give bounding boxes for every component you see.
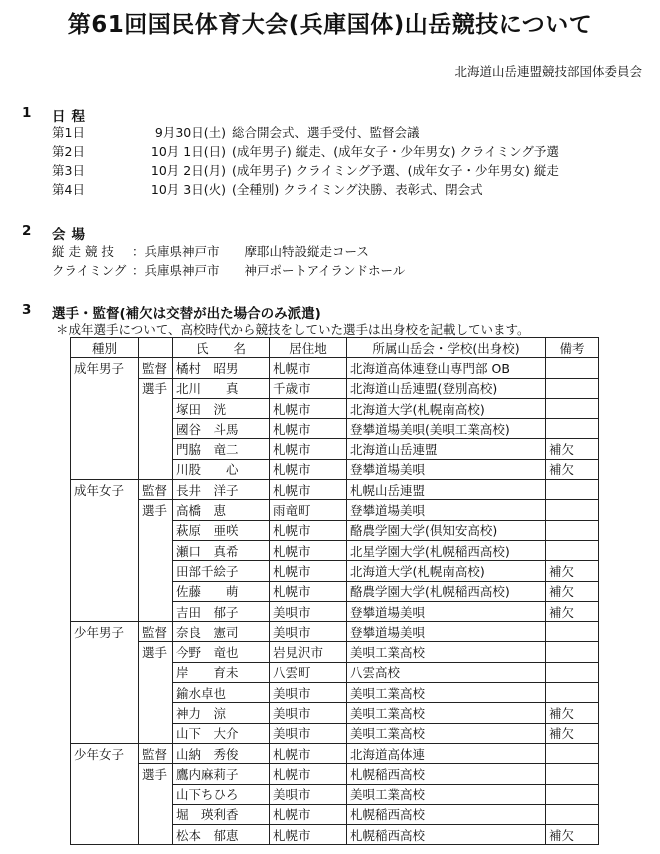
table-row [71, 480, 599, 500]
schedule-date: 10月 3日(火) [150, 182, 226, 197]
cell-name: 萩原 亜咲 [173, 520, 270, 540]
table-row [71, 439, 599, 459]
cell-note [546, 683, 599, 703]
cell-note [546, 743, 599, 763]
cell-org: 札幌稲西高校 [347, 825, 546, 845]
cell-org: 北海道大学(札幌南高校) [347, 561, 546, 581]
cell-type: 少年女子 [71, 743, 139, 763]
cell-note [546, 764, 599, 784]
players-note: ＊成年選手について、高校時代から競技をしていた選手は出身校を記載しています。 [56, 322, 530, 337]
cell-city: 札幌市 [270, 825, 347, 845]
cell-city: 美唄市 [270, 703, 347, 723]
cell-city: 八雲町 [270, 662, 347, 682]
cell-type [71, 764, 139, 784]
table-row [71, 804, 599, 824]
cell-note [546, 480, 599, 500]
venue-site: 摩耶山特設縦走コース [244, 244, 369, 259]
cell-name: 奈良 憲司 [173, 622, 270, 642]
cell-city: 札幌市 [270, 561, 347, 581]
cell-note [546, 540, 599, 560]
cell-org: 登攀道場美唄(美唄工業高校) [347, 419, 546, 439]
cell-type [71, 703, 139, 723]
cell-org: 札幌山岳連盟 [347, 480, 546, 500]
header-type: 種別 [71, 338, 139, 358]
section-number: 2 [22, 223, 32, 239]
cell-role [139, 723, 173, 743]
section-heading: 日程 [52, 109, 91, 125]
organization-name: 北海道山岳連盟競技部国体委員会 [454, 64, 642, 79]
cell-org: 北海道大学(札幌南高校) [347, 398, 546, 418]
table-row [71, 581, 599, 601]
cell-role [139, 825, 173, 845]
cell-city: 札幌市 [270, 520, 347, 540]
header-city: 居住地 [270, 338, 347, 358]
section-number: 3 [22, 302, 32, 318]
table-row [71, 683, 599, 703]
schedule-content: (全種別) クライミング決勝、表彰式、閉会式 [232, 182, 483, 197]
cell-role [139, 703, 173, 723]
cell-note: 補欠 [546, 703, 599, 723]
cell-type [71, 419, 139, 439]
cell-city: 美唄市 [270, 683, 347, 703]
cell-name: 門脇 竜二 [173, 439, 270, 459]
cell-note [546, 520, 599, 540]
cell-role [139, 439, 173, 459]
cell-org: 酪農学園大学(札幌稲西高校) [347, 581, 546, 601]
venue-place: 兵庫県神戸市 [144, 244, 220, 259]
cell-city: 札幌市 [270, 743, 347, 763]
cell-city: 札幌市 [270, 480, 347, 500]
venue-separator: ： [132, 263, 145, 278]
cell-org: 登攀道場美唄 [347, 622, 546, 642]
cell-type [71, 825, 139, 845]
cell-note [546, 662, 599, 682]
cell-role [139, 520, 173, 540]
table-row [71, 764, 599, 784]
cell-type [71, 784, 139, 804]
cell-org: 八雲高校 [347, 662, 546, 682]
cell-note: 補欠 [546, 459, 599, 479]
header-note: 備考 [546, 338, 599, 358]
table-row [71, 784, 599, 804]
cell-note [546, 784, 599, 804]
cell-type: 成年男子 [71, 358, 139, 378]
table-row [71, 520, 599, 540]
schedule-day: 第1日 [52, 125, 85, 140]
cell-org: 北海道山岳連盟 [347, 439, 546, 459]
cell-note: 補欠 [546, 825, 599, 845]
cell-note [546, 642, 599, 662]
cell-name: 田部千絵子 [173, 561, 270, 581]
venue-line [52, 242, 369, 260]
table-row [71, 703, 599, 723]
roster-table [70, 337, 599, 845]
venue-event: クライミング [52, 263, 127, 278]
cell-type: 成年女子 [71, 480, 139, 500]
cell-name: 神力 涼 [173, 703, 270, 723]
venue-site: 神戸ポートアイランドホール [244, 263, 406, 278]
cell-name: 今野 竜也 [173, 642, 270, 662]
schedule-content: (成年男子) クライミング予選、(成年女子・少年男女) 縦走 [232, 163, 559, 178]
cell-org: 登攀道場美唄 [347, 601, 546, 621]
cell-org: 札幌稲西高校 [347, 764, 546, 784]
cell-city: 札幌市 [270, 459, 347, 479]
cell-type [71, 561, 139, 581]
cell-note [546, 500, 599, 520]
cell-org: 美唄工業高校 [347, 683, 546, 703]
schedule-date: 10月 2日(月) [150, 163, 226, 178]
cell-role: 監督 [139, 358, 173, 378]
table-row [71, 398, 599, 418]
cell-name: 佐藤 萌 [173, 581, 270, 601]
cell-city: 千歳市 [270, 378, 347, 398]
cell-city: 美唄市 [270, 622, 347, 642]
cell-name: 瀬口 真希 [173, 540, 270, 560]
cell-role [139, 804, 173, 824]
cell-name: 岸 育未 [173, 662, 270, 682]
schedule-day: 第2日 [52, 144, 85, 159]
schedule-line [52, 161, 559, 179]
cell-city: 雨竜町 [270, 500, 347, 520]
cell-city: 札幌市 [270, 358, 347, 378]
cell-city: 札幌市 [270, 764, 347, 784]
cell-name: 山下 大介 [173, 723, 270, 743]
schedule-content: 総合開会式、選手受付、監督会議 [232, 125, 420, 140]
cell-type [71, 500, 139, 520]
cell-org: 美唄工業高校 [347, 703, 546, 723]
cell-type: 少年男子 [71, 622, 139, 642]
cell-role [139, 398, 173, 418]
venue-separator: ： [132, 244, 145, 259]
cell-type [71, 683, 139, 703]
cell-city: 美唄市 [270, 601, 347, 621]
cell-org: 酪農学園大学(倶知安高校) [347, 520, 546, 540]
cell-type [71, 804, 139, 824]
cell-org: 北海道高体連 [347, 743, 546, 763]
cell-name: 鍮水卓也 [173, 683, 270, 703]
cell-note: 補欠 [546, 601, 599, 621]
cell-role [139, 459, 173, 479]
cell-org: 北海道山岳連盟(登別高校) [347, 378, 546, 398]
cell-type [71, 581, 139, 601]
cell-note [546, 804, 599, 824]
schedule-date: 10月 1日(日) [150, 144, 226, 159]
cell-role: 選手 [139, 500, 173, 520]
table-row [71, 459, 599, 479]
cell-name: 北川 真 [173, 378, 270, 398]
cell-note: 補欠 [546, 723, 599, 743]
schedule-date: 9月30日(土) [154, 125, 226, 140]
table-row [71, 419, 599, 439]
venue-event: 縦 走 競 技 [52, 244, 114, 259]
cell-note: 補欠 [546, 439, 599, 459]
section-number: 1 [22, 105, 32, 121]
cell-note [546, 419, 599, 439]
cell-type [71, 723, 139, 743]
cell-city: 美唄市 [270, 784, 347, 804]
cell-type [71, 642, 139, 662]
table-row [71, 601, 599, 621]
cell-org: 美唄工業高校 [347, 784, 546, 804]
cell-role [139, 683, 173, 703]
cell-type [71, 662, 139, 682]
cell-name: 堀 瑛利香 [173, 804, 270, 824]
table-row [71, 622, 599, 642]
cell-note [546, 378, 599, 398]
cell-org: 札幌稲西高校 [347, 804, 546, 824]
cell-city: 札幌市 [270, 419, 347, 439]
cell-name: 高橋 恵 [173, 500, 270, 520]
table-row [71, 825, 599, 845]
cell-city: 岩見沢市 [270, 642, 347, 662]
document-title: 第61回国民体育大会(兵庫国体)山岳競技について [67, 12, 593, 38]
cell-city: 札幌市 [270, 439, 347, 459]
cell-type [71, 439, 139, 459]
cell-city: 札幌市 [270, 540, 347, 560]
header-role [139, 338, 173, 358]
cell-name: 長井 洋子 [173, 480, 270, 500]
cell-role [139, 784, 173, 804]
cell-name: 塚田 洸 [173, 398, 270, 418]
cell-city: 札幌市 [270, 581, 347, 601]
header-name: 氏 名 [173, 338, 270, 358]
table-row [71, 723, 599, 743]
cell-org: 北星学園大学(札幌稲西高校) [347, 540, 546, 560]
cell-role: 監督 [139, 480, 173, 500]
cell-name: 吉田 郁子 [173, 601, 270, 621]
cell-org: 北海道高体連登山専門部 OB [347, 358, 546, 378]
table-row [71, 662, 599, 682]
schedule-content: (成年男子) 縦走、(成年女子・少年男女) クライミング予選 [232, 144, 559, 159]
cell-city: 美唄市 [270, 723, 347, 743]
cell-role: 選手 [139, 642, 173, 662]
cell-name: 鷹内麻莉子 [173, 764, 270, 784]
cell-org: 美唄工業高校 [347, 642, 546, 662]
cell-org: 登攀道場美唄 [347, 459, 546, 479]
cell-note: 補欠 [546, 561, 599, 581]
cell-name: 國谷 斗馬 [173, 419, 270, 439]
cell-org: 美唄工業高校 [347, 723, 546, 743]
cell-note [546, 398, 599, 418]
cell-role [139, 419, 173, 439]
table-row [71, 540, 599, 560]
table-row [71, 378, 599, 398]
cell-role [139, 540, 173, 560]
schedule-line [52, 123, 420, 141]
cell-type [71, 540, 139, 560]
cell-name: 山納 秀俊 [173, 743, 270, 763]
cell-role: 選手 [139, 378, 173, 398]
table-row [71, 358, 599, 378]
table-row [71, 642, 599, 662]
table-row [71, 743, 599, 763]
cell-role [139, 581, 173, 601]
cell-role [139, 561, 173, 581]
table-row [71, 561, 599, 581]
schedule-day: 第4日 [52, 182, 85, 197]
cell-type [71, 601, 139, 621]
table-row [71, 500, 599, 520]
schedule-day: 第3日 [52, 163, 85, 178]
cell-role: 監督 [139, 743, 173, 763]
cell-role: 選手 [139, 764, 173, 784]
cell-name: 橘村 昭男 [173, 358, 270, 378]
section-heading: 選手・監督(補欠は交替が出た場合のみ派遣) [52, 306, 321, 322]
section-heading: 会場 [52, 227, 91, 243]
cell-name: 松本 郁恵 [173, 825, 270, 845]
cell-city: 札幌市 [270, 398, 347, 418]
cell-name: 川股 心 [173, 459, 270, 479]
cell-city: 札幌市 [270, 804, 347, 824]
cell-org: 登攀道場美唄 [347, 500, 546, 520]
cell-note [546, 358, 599, 378]
venue-line [52, 261, 405, 279]
cell-role: 監督 [139, 622, 173, 642]
cell-note [546, 622, 599, 642]
cell-type [71, 459, 139, 479]
cell-type [71, 398, 139, 418]
cell-role [139, 601, 173, 621]
schedule-line [52, 142, 559, 160]
cell-note: 補欠 [546, 581, 599, 601]
header-org: 所属山岳会・学校(出身校) [347, 338, 546, 358]
cell-role [139, 662, 173, 682]
cell-type [71, 378, 139, 398]
schedule-line [52, 180, 483, 198]
table-header-row [71, 338, 599, 358]
cell-type [71, 520, 139, 540]
cell-name: 山下ちひろ [173, 784, 270, 804]
venue-place: 兵庫県神戸市 [144, 263, 220, 278]
